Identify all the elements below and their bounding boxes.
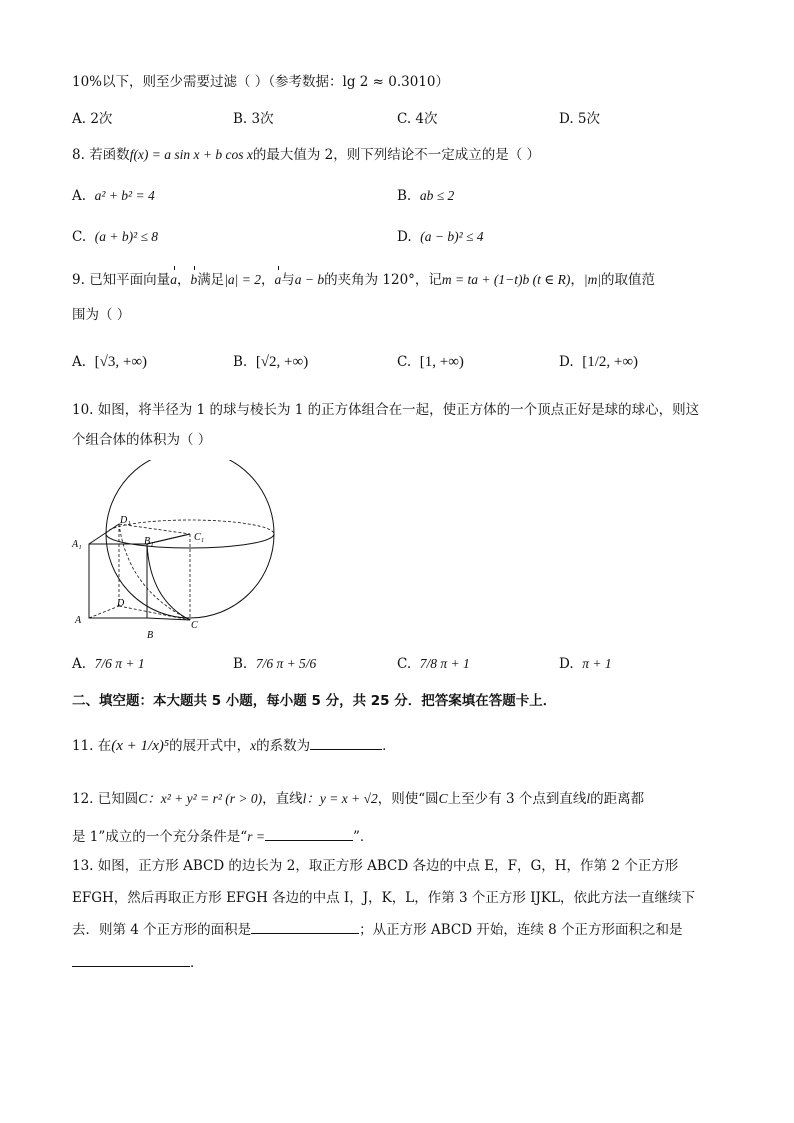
q8-option-c[interactable]: C. (a + b)² ≤ 8 (72, 229, 159, 245)
q10-option-c[interactable]: C. 7/8 π + 1 (397, 656, 470, 672)
sphere-cube-figure (70, 460, 280, 645)
q7-stem: 10%以下，则至少需要过滤（ ）（参考数据：lg 2 ≈ 0.3010） (72, 74, 450, 90)
q10-stem-line1: 10. 如图，将半径为 1 的球与棱长为 1 的正方体组合在一起，使正方体的一个顶点正好是球的球心，则这 (72, 402, 700, 418)
q13-stem-line1: 13. 如图，正方形 ABCD 的边长为 2，取正方形 ABCD 各边的中点 E，F，G，H，作第 2 个正方形 (72, 858, 679, 874)
q9-stem: 9. 已知平面向量a，b满足|a| = 2，a与a − b的夹角为 120°，记m = ta + (1−t)b (t ∈ R)，|m|的取值范 (72, 272, 656, 288)
q7-option-a[interactable]: A. 2次 (72, 111, 113, 127)
q13-answer-blank-2[interactable] (72, 952, 190, 967)
q7-option-b[interactable]: B. 3次 (233, 111, 274, 127)
q10-stem-line2: 个组合体的体积为（ ） (72, 432, 212, 448)
q12-answer-blank[interactable] (265, 826, 353, 841)
q9-option-d[interactable]: D. [1/2, +∞) (559, 354, 639, 370)
q7-option-d[interactable]: D. 5次 (559, 111, 601, 127)
q12-stem-line1: 12. 已知圆C：x² + y² = r² (r > 0)，直线l：y = x + √2，则使“圆C上至少有 3 个点到直线l的距离都 (72, 791, 645, 807)
q9-option-c[interactable]: C. [1, +∞) (397, 354, 464, 370)
q8-stem: 8. 若函数f(x) = a sin x + b cos x的最大值为 2，则下列结论不一定成立的是（ ） (72, 147, 541, 163)
q8-option-a[interactable]: A. a² + b² = 4 (72, 188, 155, 204)
q10-option-d[interactable]: D. π + 1 (559, 656, 612, 672)
q11-binomial: (x + 1/x)⁵ (111, 738, 170, 754)
q9-option-a[interactable]: A. [√3, +∞) (72, 354, 148, 370)
q8-function: f(x) = a sin x + b cos x (129, 147, 253, 162)
label-C1: C₁ (194, 532, 205, 543)
q9-option-b[interactable]: B. [√2, +∞) (233, 354, 309, 370)
label-C: C (191, 620, 198, 631)
q11-answer-blank[interactable] (310, 735, 382, 750)
q8-option-b[interactable]: B. ab ≤ 2 (397, 188, 455, 204)
q9-condition: |a| = 2 (224, 272, 261, 287)
sphere-equator-back (106, 520, 274, 534)
q8-option-d[interactable]: D. (a − b)² ≤ 4 (397, 229, 484, 245)
label-A: A (75, 615, 82, 626)
q9-m-definition: m = ta + (1−t)b (t ∈ R) (441, 272, 571, 287)
label-D1: D₁ (120, 515, 131, 526)
q9-stem-line2: 围为（ ） (72, 307, 131, 323)
q13-stem-line4: ． (72, 952, 204, 973)
q12-stem-line2: 是 1”成立的一个充分条件是“r = ”． (72, 826, 373, 847)
vector-a: a (170, 270, 177, 290)
label-B1: B₁ (144, 536, 154, 547)
q11-stem: 11. 在(x + 1/x)⁵的展开式中，x的系数为 ． (72, 735, 396, 756)
q10-option-a[interactable]: A. 7/6 π + 1 (72, 656, 145, 672)
q12-circle-equation: C：x² + y² = r² (r > 0) (138, 791, 263, 806)
label-B: B (147, 630, 154, 641)
vector-b: b (190, 270, 197, 290)
q10-option-b[interactable]: B. 7/6 π + 5/6 (233, 656, 317, 672)
q13-stem-line2: EFGH，然后再取正方形 EFGH 各边的中点 I，J，K，L，作第 3 个正方形 IJKL，依此方法一直继续下 (72, 890, 695, 906)
q13-answer-blank-1[interactable] (251, 919, 359, 934)
q12-line-equation: l：y = x + √2 (302, 791, 378, 806)
q13-stem-line3: 去．则第 4 个正方形的面积是 ；从正方形 ABCD 开始，连续 8 个正方形面积之和是 (72, 919, 683, 940)
q7-reference-value: lg 2 ≈ 0.3010 (342, 74, 436, 90)
section-title-fill-in: 二、填空题：本大题共 5 小题，每小题 5 分，共 25 分．把答案填在答题卡上． (72, 693, 557, 709)
label-A1: A₁ (72, 539, 82, 550)
q7-option-c[interactable]: C. 4次 (397, 111, 438, 127)
label-D: D (117, 598, 125, 609)
